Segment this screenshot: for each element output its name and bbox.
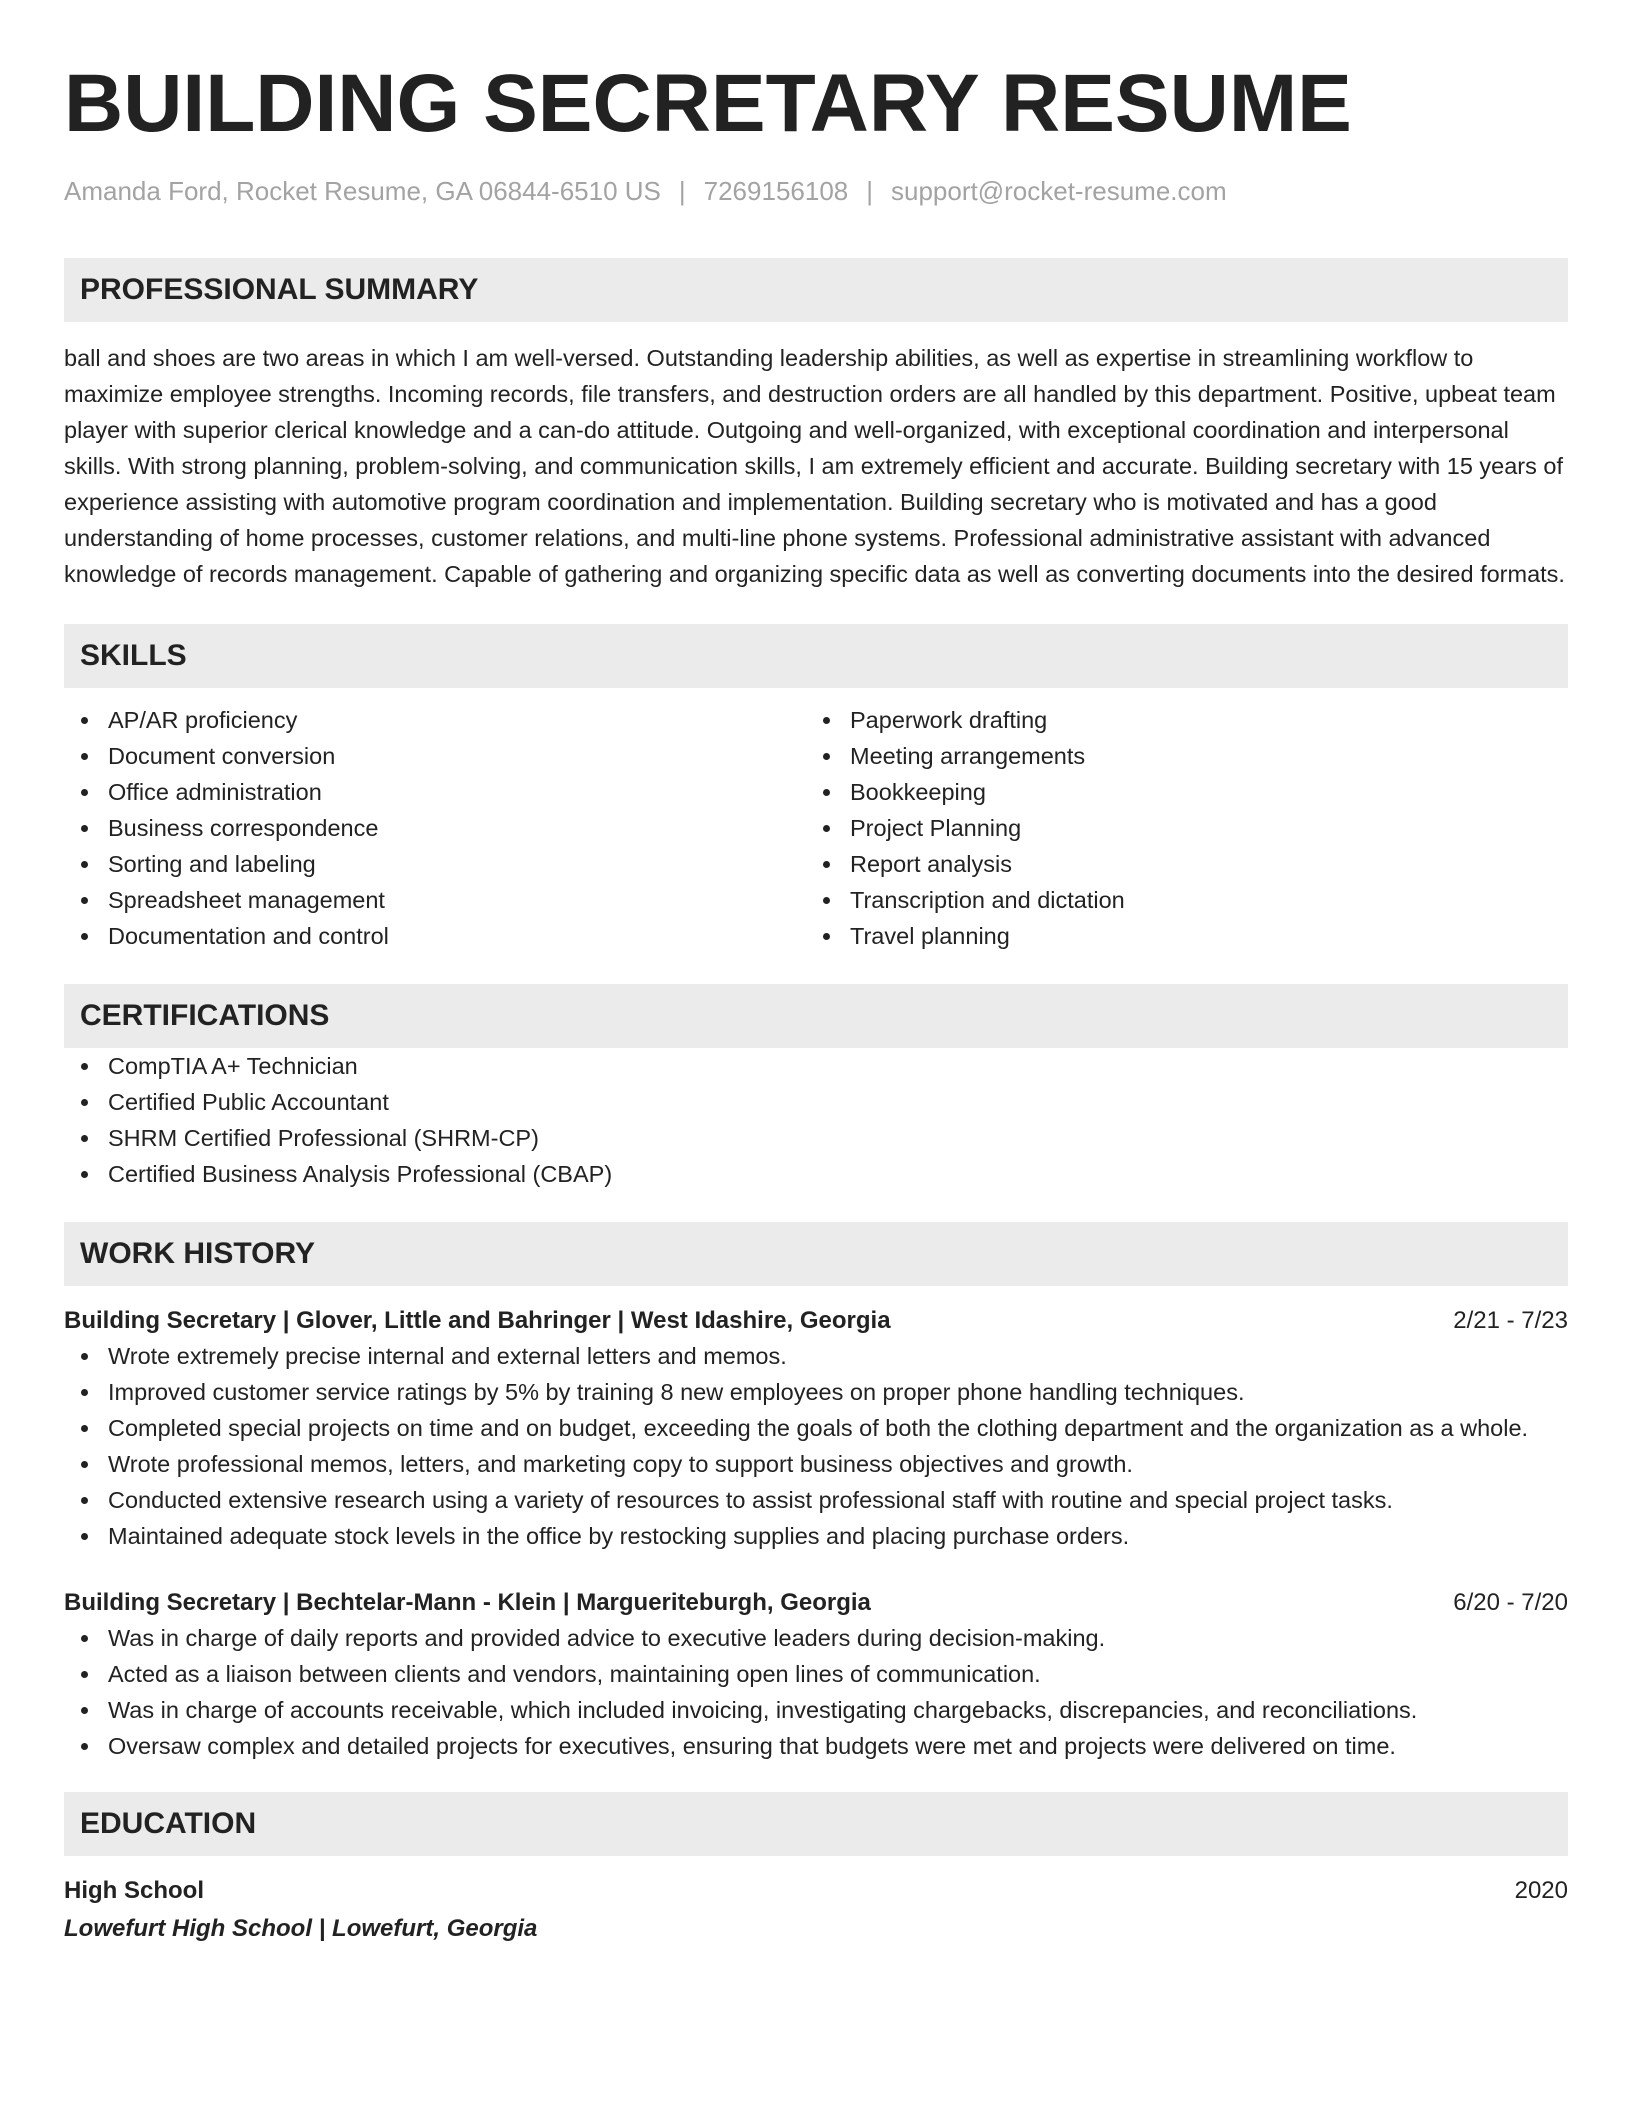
section-header-work-history: WORK HISTORY	[64, 1222, 1568, 1286]
skill-item: Meeting arrangements	[806, 738, 1548, 774]
job-bullet: Conducted extensive research using a variety of resources to assist professional staff with routine and special project tasks.	[64, 1482, 1568, 1518]
skill-item: Document conversion	[64, 738, 806, 774]
skill-item: Paperwork drafting	[806, 702, 1548, 738]
certification-item: Certified Business Analysis Professional (CBAP)	[64, 1156, 1568, 1192]
skill-item: Bookkeeping	[806, 774, 1548, 810]
job-header	[64, 1304, 1568, 1338]
contact-phone: 7269156108	[703, 176, 849, 206]
job-bullet: Wrote extremely precise internal and external letters and memos.	[64, 1338, 1568, 1374]
job-bullet: Was in charge of daily reports and provided advice to executive leaders during decision-making.	[64, 1620, 1568, 1656]
job-entry	[64, 1586, 1568, 1764]
contact-email: support@rocket-resume.com	[891, 176, 1227, 206]
job-bullets	[64, 1620, 1568, 1764]
job-bullet: Was in charge of accounts receivable, which included invoicing, investigating chargebacks, discrepancies, and reconciliations.	[64, 1692, 1568, 1728]
job-bullet: Completed special projects on time and on budget, exceeding the goals of both the clothing department and the organization as a whole.	[64, 1410, 1568, 1446]
education-year: 2020	[1514, 1877, 1568, 1904]
skill-item: Travel planning	[806, 918, 1548, 954]
certification-item: CompTIA A+ Technician	[64, 1048, 1568, 1084]
education-school: Lowefurt High School | Lowefurt, Georgia	[64, 1915, 538, 1942]
skills-list-left	[64, 702, 806, 954]
skill-item: Project Planning	[806, 810, 1548, 846]
skills-grid	[64, 702, 1568, 954]
job-dates: 2/21 - 7/23	[1453, 1307, 1568, 1334]
section-header-certifications: CERTIFICATIONS	[64, 984, 1568, 1048]
contact-line	[64, 174, 1568, 208]
summary-text: ball and shoes are two areas in which I am well-versed. Outstanding leadership abilities, as well as expertise in streamlining workflow to maximize employee strengths. Incoming records, file transfers, and destruction orders are all handled by this department. Positive, upbeat team player with superior clerical knowledge and a can-do attitude. Outgoing and well-organized, with exceptional coordination and interpersonal skills. With strong planning, problem-solving, and communication skills, I am extremely efficient and accurate. Building secretary with 15 years of experience assisting with automotive program coordination and implementation. Building secretary who is motivated and has a good understanding of home processes, customer relations, and multi-line phone systems. Professional administrative assistant with advanced knowledge of records management. Capable of gathering and organizing specific data as well as converting documents into the desired formats.	[64, 345, 1565, 587]
skill-item: Office administration	[64, 774, 806, 810]
resume-title: BUILDING SECRETARY RESUME	[64, 58, 1352, 149]
skill-item: AP/AR proficiency	[64, 702, 806, 738]
skills-column-right	[806, 702, 1548, 954]
job-bullets	[64, 1338, 1568, 1554]
job-bullet: Oversaw complex and detailed projects for executives, ensuring that budgets were met and projects were delivered on time.	[64, 1728, 1568, 1764]
certifications-list	[64, 1048, 1568, 1192]
job-bullet: Wrote professional memos, letters, and marketing copy to support business objectives and growth.	[64, 1446, 1568, 1482]
job-bullet: Improved customer service ratings by 5% by training 8 new employees on proper phone handling techniques.	[64, 1374, 1568, 1410]
job-title: Building Secretary | Glover, Little and Bahringer | West Idashire, Georgia	[64, 1307, 891, 1334]
job-bullet: Acted as a liaison between clients and vendors, maintaining open lines of communication.	[64, 1656, 1568, 1692]
contact-separator: |	[678, 176, 686, 206]
skill-item: Report analysis	[806, 846, 1548, 882]
skills-list-right	[806, 702, 1548, 954]
skills-column-left	[64, 702, 806, 954]
skill-item: Spreadsheet management	[64, 882, 806, 918]
job-dates: 6/20 - 7/20	[1453, 1589, 1568, 1616]
section-header-education: EDUCATION	[64, 1792, 1568, 1856]
contact-address: Amanda Ford, Rocket Resume, GA 06844-6510 US	[64, 176, 661, 206]
skill-item: Sorting and labeling	[64, 846, 806, 882]
section-header-skills: SKILLS	[64, 624, 1568, 688]
skill-item: Documentation and control	[64, 918, 806, 954]
skill-item: Transcription and dictation	[806, 882, 1548, 918]
job-header	[64, 1586, 1568, 1620]
certification-item: SHRM Certified Professional (SHRM-CP)	[64, 1120, 1568, 1156]
job-entry	[64, 1304, 1568, 1554]
contact-separator: |	[866, 176, 874, 206]
job-bullet: Maintained adequate stock levels in the office by restocking supplies and placing purchase orders.	[64, 1518, 1568, 1554]
job-title: Building Secretary | Bechtelar-Mann - Klein | Margueriteburgh, Georgia	[64, 1589, 871, 1616]
section-header-summary: PROFESSIONAL SUMMARY	[64, 258, 1568, 322]
education-degree: High School	[64, 1877, 204, 1904]
education-header	[64, 1874, 1568, 1908]
certification-item: Certified Public Accountant	[64, 1084, 1568, 1120]
skill-item: Business correspondence	[64, 810, 806, 846]
